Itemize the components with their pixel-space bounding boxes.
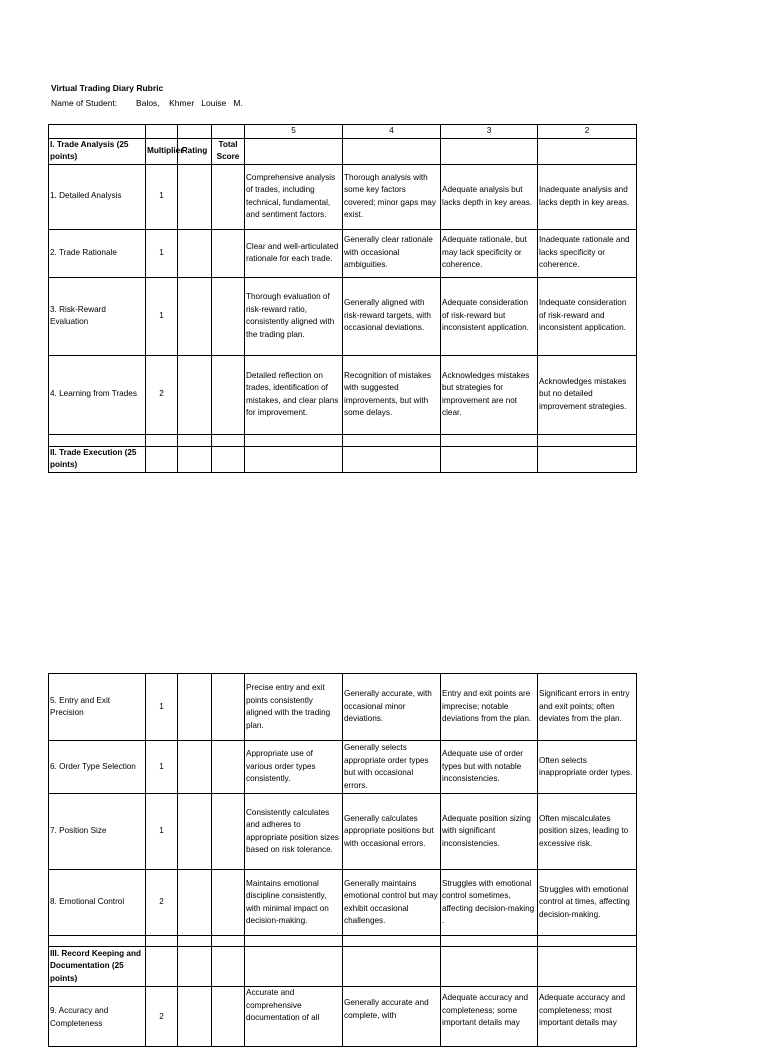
- descriptor-4: Generally accurate and complete, with: [343, 987, 441, 1047]
- descriptor-2: Adequate accuracy and completeness; most important details may: [538, 987, 637, 1047]
- rating-header: Rating: [178, 138, 212, 164]
- descriptor-5: Appropriate use of various order types consistently.: [245, 741, 343, 794]
- score-3-header: 3: [441, 125, 538, 139]
- section-heading-trade-analysis: I. Trade Analysis (25 points): [49, 138, 146, 164]
- total-cell: [212, 987, 245, 1047]
- rating-cell: [178, 674, 212, 741]
- rating-cell: [178, 987, 212, 1047]
- descriptor-5: Accurate and comprehensive documentation of all: [245, 987, 343, 1047]
- descriptor-3: Adequate accuracy and completeness; some important details may: [441, 987, 538, 1047]
- multiplier-value: 1: [146, 741, 178, 794]
- rubric-row: [49, 870, 637, 936]
- total-cell: [212, 277, 245, 355]
- total-cell: [212, 164, 245, 229]
- descriptor-2: Acknowledges mistakes but no detailed improvement strategies.: [538, 355, 637, 434]
- spacer-row: [49, 434, 637, 446]
- multiplier-value: 1: [146, 229, 178, 277]
- criterion-label: 2. Trade Rationale: [49, 229, 146, 277]
- descriptor-5: Precise entry and exit points consistently aligned with the trading plan.: [245, 674, 343, 741]
- descriptor-5: Consistently calculates and adheres to appropriate position sizes based on risk tolerance.: [245, 794, 343, 870]
- descriptor-3: Adequate analysis but lacks depth in key areas.: [441, 164, 538, 229]
- total-cell: [212, 355, 245, 434]
- rating-cell: [178, 794, 212, 870]
- descriptor-2: Often selects inappropriate order types.: [538, 741, 637, 794]
- rubric-row: [49, 987, 637, 1047]
- rubric-table-part-2: [48, 673, 637, 1047]
- descriptor-3: Entry and exit points are imprecise; notable deviations from the plan.: [441, 674, 538, 741]
- score-header-row: [49, 125, 637, 139]
- score-5-header: 5: [245, 125, 343, 139]
- descriptor-4: Thorough analysis with some key factors covered; minor gaps may exist.: [343, 164, 441, 229]
- rubric-row: [49, 277, 637, 355]
- descriptor-4: Generally maintains emotional control but may exhibit occasional challenges.: [343, 870, 441, 936]
- criterion-label: 3. Risk-Reward Evaluation: [49, 277, 146, 355]
- total-cell: [212, 794, 245, 870]
- descriptor-2: Struggles with emotional control at times, affecting decision-making.: [538, 870, 637, 936]
- descriptor-5: Maintains emotional discipline consistently, with minimal impact on decision-making.: [245, 870, 343, 936]
- section-row: [49, 446, 637, 472]
- descriptor-4: Generally calculates appropriate positions but with occasional errors.: [343, 794, 441, 870]
- descriptor-4: Generally clear rationale with occasional ambiguities.: [343, 229, 441, 277]
- rubric-row: [49, 794, 637, 870]
- multiplier-header: Multiplier: [146, 138, 178, 164]
- descriptor-2: Indequate consideration of risk-reward and inconsistent application.: [538, 277, 637, 355]
- total-cell: [212, 870, 245, 936]
- descriptor-4: Generally selects appropriate order types but with occasional errors.: [343, 741, 441, 794]
- criterion-label: 5. Entry and Exit Precision: [49, 674, 146, 741]
- section-row: [49, 947, 637, 987]
- descriptor-5: Detailed reflection on trades, identification of mistakes, and clear plans for improvement.: [245, 355, 343, 434]
- total-cell: [212, 741, 245, 794]
- descriptor-3: Acknowledges mistakes but strategies for improvement are not clear.: [441, 355, 538, 434]
- rating-cell: [178, 229, 212, 277]
- descriptor-3: Adequate use of order types but with notable inconsistencies.: [441, 741, 538, 794]
- descriptor-3: Struggles with emotional control sometimes, affecting decision-making .: [441, 870, 538, 936]
- rating-cell: [178, 277, 212, 355]
- multiplier-value: 2: [146, 870, 178, 936]
- rubric-row: [49, 355, 637, 434]
- descriptor-2: Often miscalculates position sizes, leading to excessive risk.: [538, 794, 637, 870]
- total-cell: [212, 229, 245, 277]
- score-2-header: 2: [538, 125, 637, 139]
- descriptor-4: Recognition of mistakes with suggested improvements, but with some delays.: [343, 355, 441, 434]
- criterion-label: 8. Emotional Control: [49, 870, 146, 936]
- section-heading-record-keeping: III. Record Keeping and Documentation (25 points): [49, 947, 146, 987]
- descriptor-4: Generally accurate, with occasional minor deviations.: [343, 674, 441, 741]
- multiplier-value: 1: [146, 794, 178, 870]
- rating-cell: [178, 355, 212, 434]
- descriptor-5: Thorough evaluation of risk-reward ratio, consistently aligned with the trading plan.: [245, 277, 343, 355]
- total-cell: [212, 674, 245, 741]
- descriptor-3: Adequate position sizing with significant inconsistencies.: [441, 794, 538, 870]
- criterion-label: 6. Order Type Selection: [49, 741, 146, 794]
- descriptor-3: Adequate rationale, but may lack specificity or coherence.: [441, 229, 538, 277]
- rating-cell: [178, 164, 212, 229]
- criterion-label: 1. Detailed Analysis: [49, 164, 146, 229]
- criterion-label: 9. Accuracy and Completeness: [49, 987, 146, 1047]
- rubric-table-part-1: [48, 124, 637, 473]
- total-score-header: Total Score: [212, 138, 245, 164]
- multiplier-value: 1: [146, 674, 178, 741]
- column-header-row: [49, 138, 637, 164]
- descriptor-5: Comprehensive analysis of trades, including technical, fundamental, and sentiment factors.: [245, 164, 343, 229]
- rubric-row: [49, 229, 637, 277]
- multiplier-value: 1: [146, 277, 178, 355]
- multiplier-value: 1: [146, 164, 178, 229]
- score-4-header: 4: [343, 125, 441, 139]
- student-name-line: Name of Student: Balos, Khmer Louise M.: [51, 98, 243, 108]
- descriptor-4: Generally aligned with risk-reward targets, with occasional deviations.: [343, 277, 441, 355]
- rubric-row: [49, 741, 637, 794]
- descriptor-2: Significant errors in entry and exit points; often deviates from the plan.: [538, 674, 637, 741]
- multiplier-value: 2: [146, 987, 178, 1047]
- descriptor-5: Clear and well-articulated rationale for each trade.: [245, 229, 343, 277]
- criterion-label: 4. Learning from Trades: [49, 355, 146, 434]
- multiplier-value: 2: [146, 355, 178, 434]
- descriptor-2: Inadequate analysis and lacks depth in key areas.: [538, 164, 637, 229]
- rating-cell: [178, 870, 212, 936]
- descriptor-2: Inadequate rationale and lacks specificity or coherence.: [538, 229, 637, 277]
- rubric-row: [49, 674, 637, 741]
- document-title: Virtual Trading Diary Rubric: [51, 83, 164, 93]
- section-heading-trade-execution: II. Trade Execution (25 points): [49, 446, 146, 472]
- criterion-label: 7. Position Size: [49, 794, 146, 870]
- rating-cell: [178, 741, 212, 794]
- descriptor-3: Adequate consideration of risk-reward but inconsistent application.: [441, 277, 538, 355]
- rubric-row: [49, 164, 637, 229]
- spacer-row: [49, 936, 637, 947]
